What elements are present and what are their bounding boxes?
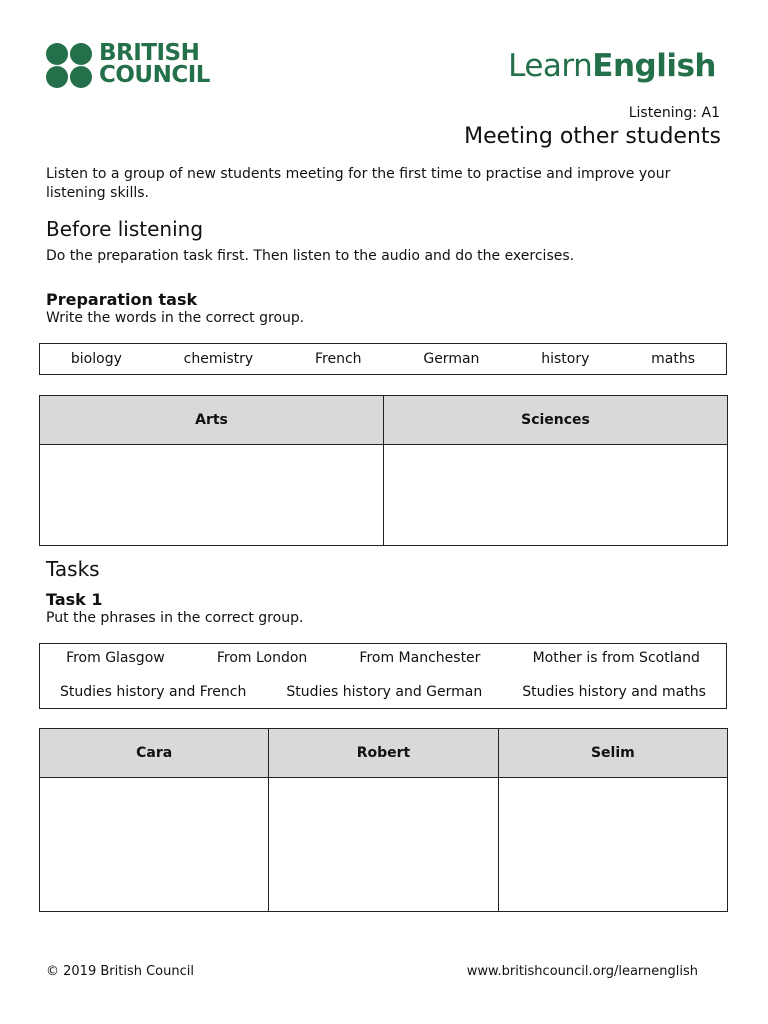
- word-item: German: [423, 351, 480, 367]
- phrase-item: From Glasgow: [66, 650, 165, 666]
- british-council-wordmark: BRITISH COUNCIL: [99, 40, 210, 88]
- word-item: history: [541, 351, 590, 367]
- phrase-item: Studies history and maths: [522, 684, 706, 700]
- preparation-heading: Preparation task: [46, 290, 198, 309]
- column-header-selim: Selim: [498, 729, 727, 778]
- answer-cell-sciences[interactable]: [384, 445, 728, 546]
- column-header-robert: Robert: [269, 729, 498, 778]
- tasks-heading: Tasks: [46, 557, 100, 581]
- footer-url[interactable]: www.britishcouncil.org/learnenglish: [466, 964, 698, 979]
- task1-instruction: Put the phrases in the correct group.: [46, 610, 304, 626]
- learnenglish-logo: LearnEnglish: [508, 48, 716, 84]
- level-label: Listening: A1: [628, 105, 720, 121]
- answer-cell-cara[interactable]: [40, 778, 269, 912]
- word-item: biology: [70, 351, 122, 367]
- british-council-logo: [46, 40, 216, 89]
- word-item: French: [315, 351, 362, 367]
- preparation-instruction: Write the words in the correct group.: [46, 310, 305, 326]
- answer-cell-robert[interactable]: [269, 778, 498, 912]
- task1-table: [39, 728, 728, 912]
- phrase-item: Studies history and French: [60, 684, 247, 700]
- intro-text: Listen to a group of new students meeting for the first time to practise and improve your listening skills.: [46, 166, 671, 201]
- phrase-item: Mother is from Scotland: [532, 650, 700, 666]
- answer-cell-selim[interactable]: [498, 778, 727, 912]
- phrase-item: From Manchester: [359, 650, 481, 666]
- phrase-item: From London: [216, 650, 308, 666]
- answer-cell-arts[interactable]: [40, 445, 384, 546]
- phrase-bank: [39, 643, 727, 709]
- page-title: Meeting other students: [464, 124, 721, 149]
- preparation-table: [39, 395, 728, 546]
- phrase-row: [40, 650, 726, 666]
- phrase-row: [40, 684, 726, 700]
- before-listening-text: Do the preparation task first. Then listen to the audio and do the exercises.: [46, 248, 575, 264]
- before-listening-heading: Before listening: [46, 217, 204, 241]
- column-header-cara: Cara: [40, 729, 269, 778]
- british-council-dots-icon: [46, 43, 93, 89]
- footer-copyright: © 2019 British Council: [46, 964, 194, 979]
- task1-heading: Task 1: [46, 590, 103, 609]
- word-bank: [39, 343, 727, 375]
- word-item: chemistry: [183, 351, 254, 367]
- column-header-sciences: Sciences: [384, 396, 728, 445]
- column-header-arts: Arts: [40, 396, 384, 445]
- phrase-item: Studies history and German: [286, 684, 483, 700]
- word-item: maths: [651, 351, 696, 367]
